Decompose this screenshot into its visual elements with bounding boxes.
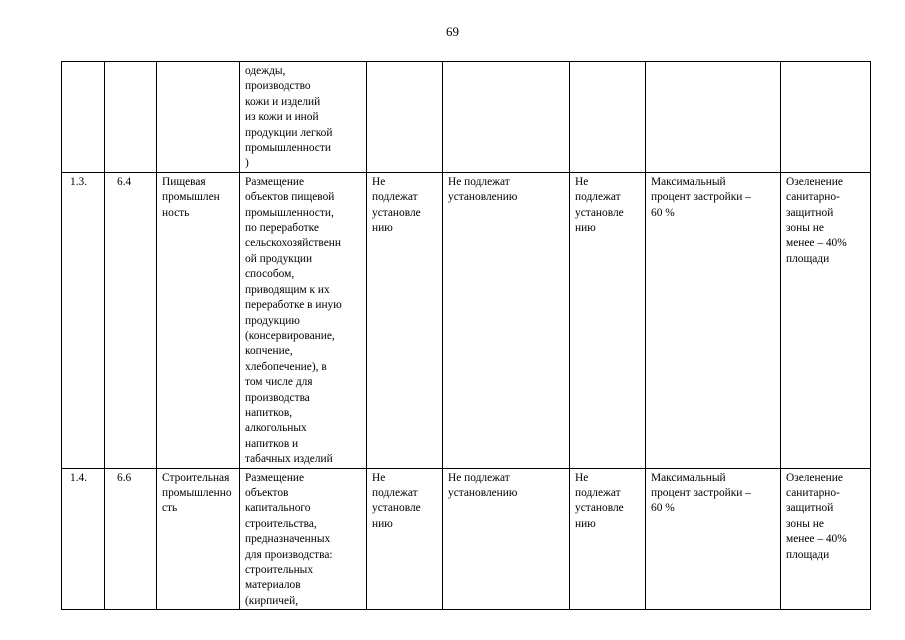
table-row-continuation — [62, 62, 871, 173]
cell-use-description: Размещение объектов капитального строительства, предназначенных для производства: строительных материалов (кирпичей, — [240, 468, 367, 610]
cell-use-type: Строительная промышленно сть — [157, 468, 240, 610]
cell-use-code — [105, 62, 157, 173]
cell-use-description: Размещение объектов пищевой промышленности, по переработке сельскохозяйственн ой продукции способом, приводящим к их переработке в иную продукцию (консервирование, копчение, хлебопечение), в том числе для производства напитков, алкогольных напитков и табачных изделий — [240, 172, 367, 468]
cell-building-coverage: Максимальный процент застройки – 60 % — [646, 468, 781, 610]
cell-use-code: 6.4 — [105, 172, 157, 468]
cell-min-plot-size: Не подлежат установле нию — [367, 468, 443, 610]
cell-min-plot-size: Не подлежат установле нию — [367, 172, 443, 468]
cell-setbacks: Не подлежат установле нию — [570, 468, 646, 610]
cell-min-plot-size — [367, 62, 443, 173]
cell-use-type: Пищевая промышлен ность — [157, 172, 240, 468]
cell-max-plot-size: Не подлежат установлению — [443, 468, 570, 610]
cell-use-type — [157, 62, 240, 173]
zoning-regulations-table — [61, 61, 871, 610]
cell-greening-requirement: Озеленение санитарно- защитной зоны не менее – 40% площади — [781, 468, 871, 610]
cell-building-coverage — [646, 62, 781, 173]
page-number: 69 — [446, 24, 459, 39]
cell-use-description: одежды, производство кожи и изделий из кожи и иной продукции легкой промышленности ) — [240, 62, 367, 173]
table-row-food-industry — [62, 172, 871, 468]
cell-row-number: 1.4. — [62, 468, 105, 610]
cell-row-number — [62, 62, 105, 173]
cell-greening-requirement: Озеленение санитарно- защитной зоны не менее – 40% площади — [781, 172, 871, 468]
cell-max-plot-size: Не подлежат установлению — [443, 172, 570, 468]
cell-max-plot-size — [443, 62, 570, 173]
cell-setbacks: Не подлежат установле нию — [570, 172, 646, 468]
cell-setbacks — [570, 62, 646, 173]
cell-building-coverage: Максимальный процент застройки – 60 % — [646, 172, 781, 468]
table-row-construction-industry — [62, 468, 871, 610]
cell-use-code: 6.6 — [105, 468, 157, 610]
cell-greening-requirement — [781, 62, 871, 173]
cell-row-number: 1.3. — [62, 172, 105, 468]
